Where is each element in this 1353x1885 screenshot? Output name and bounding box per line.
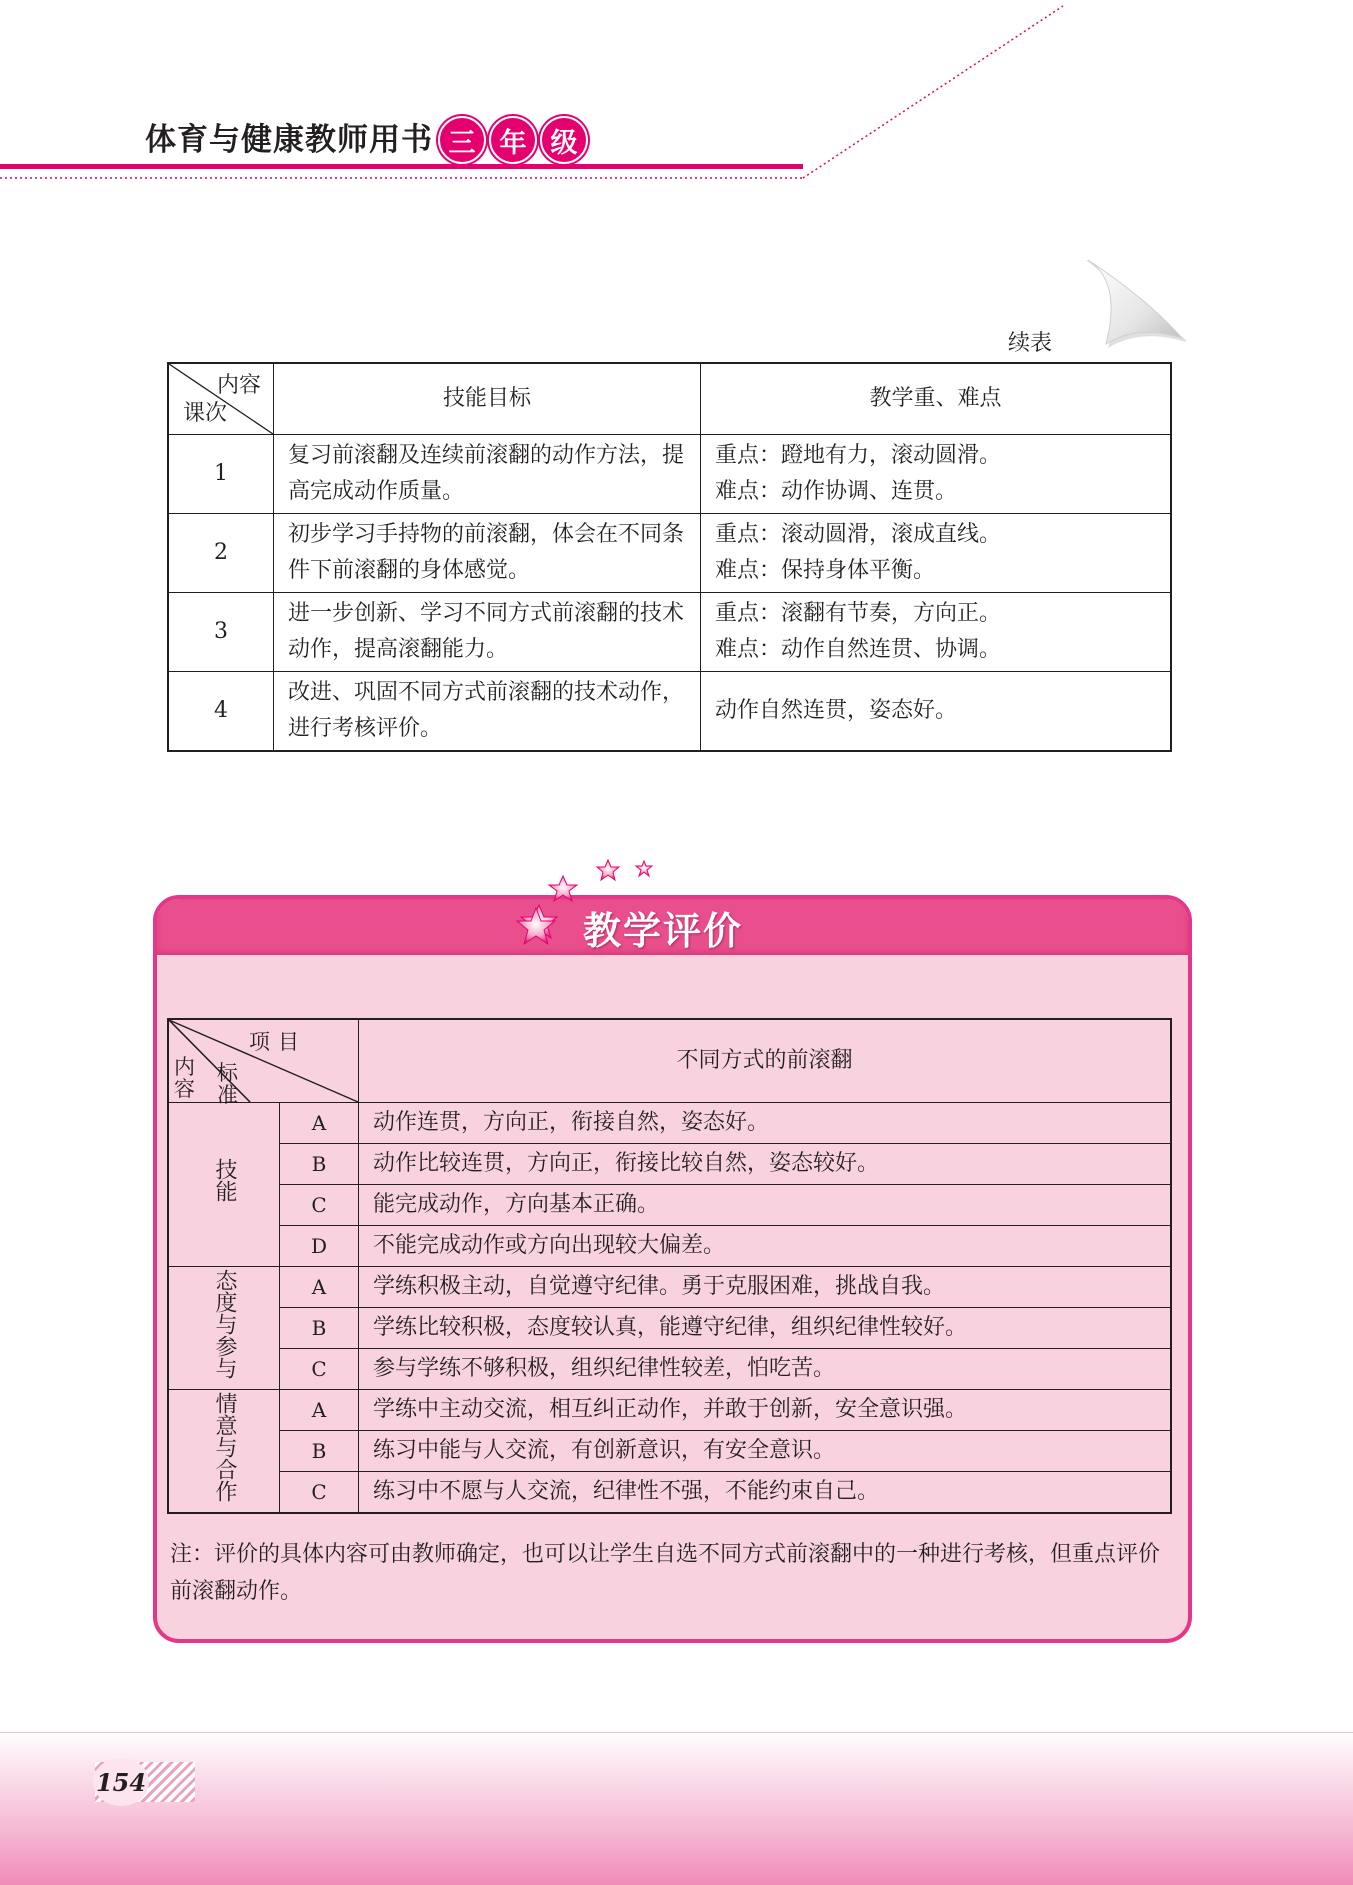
lesson-number: 3 bbox=[168, 593, 274, 672]
standard-text: 学练积极主动，自觉遵守纪律。勇于克服困难，挑战自我。 bbox=[359, 1267, 1172, 1308]
grade-cell: B bbox=[280, 1144, 359, 1185]
group-label: 态度与参与 bbox=[212, 1268, 237, 1379]
grade-cell: D bbox=[280, 1226, 359, 1267]
page-curl-icon bbox=[1086, 258, 1186, 358]
evaluation-column-title: 不同方式的前滚翻 bbox=[359, 1019, 1172, 1103]
table-row bbox=[168, 435, 1171, 514]
grade-cell: A bbox=[280, 1390, 359, 1431]
table-row bbox=[168, 1349, 1171, 1390]
focus-cell bbox=[701, 435, 1172, 514]
table-row bbox=[168, 672, 1171, 752]
page-number: 154 bbox=[93, 1758, 149, 1806]
focus-cell bbox=[701, 672, 1172, 752]
skill-goal: 初步学习手持物的前滚翻，体会在不同条件下前滚翻的身体感觉。 bbox=[274, 514, 701, 593]
table-row bbox=[168, 1267, 1171, 1308]
evaluation-table bbox=[167, 1018, 1172, 1514]
focus-line: 难点：动作自然连贯、协调。 bbox=[715, 637, 1002, 662]
grade-badge: 年 bbox=[489, 116, 537, 164]
standard-text: 动作比较连贯，方向正，衔接比较自然，姿态较好。 bbox=[359, 1144, 1172, 1185]
evaluation-title: 教学评价 bbox=[583, 909, 744, 953]
standard-text: 不能完成动作或方向出现较大偏差。 bbox=[359, 1226, 1172, 1267]
column-header-skill: 技能目标 bbox=[274, 363, 701, 435]
table-row bbox=[168, 1431, 1171, 1472]
table-row bbox=[168, 1185, 1171, 1226]
focus-line: 重点：滚翻有节奏，方向正。 bbox=[715, 600, 1002, 626]
standard-text: 参与学练不够积极，组织纪律性较差，怕吃苦。 bbox=[359, 1349, 1172, 1390]
table-row bbox=[168, 1226, 1171, 1267]
table-row bbox=[168, 1472, 1171, 1514]
standard-text: 能完成动作，方向基本正确。 bbox=[359, 1185, 1172, 1226]
grade-cell: B bbox=[280, 1431, 359, 1472]
evaluation-note: 注：评价的具体内容可由教师确定，也可以让学生自选不同方式前滚翻中的一种进行考核，但重点评价前滚翻动作。 bbox=[170, 1542, 1161, 1605]
table-header-row bbox=[168, 363, 1171, 435]
grade-cell: C bbox=[280, 1472, 359, 1514]
grade-cell: C bbox=[280, 1349, 359, 1390]
focus-cell bbox=[701, 514, 1172, 593]
focus-line: 难点：保持身体平衡。 bbox=[715, 558, 936, 583]
column-header-focus: 教学重、难点 bbox=[701, 363, 1172, 435]
continued-label: 续表 bbox=[1008, 331, 1053, 356]
corner-bottom-label: 课次 bbox=[183, 400, 228, 426]
standard-text: 练习中不愿与人交流，纪律性不强，不能约束自己。 bbox=[359, 1472, 1172, 1514]
table-row bbox=[168, 1144, 1171, 1185]
corner-top-label: 内容 bbox=[216, 373, 261, 398]
footer-band bbox=[0, 1730, 1353, 1885]
footer-divider bbox=[0, 1732, 1353, 1733]
table-row bbox=[168, 1390, 1171, 1431]
grade-cell: C bbox=[280, 1185, 359, 1226]
table-row bbox=[168, 1103, 1171, 1144]
skill-goal: 进一步创新、学习不同方式前滚翻的技术动作，提高滚翻能力。 bbox=[274, 593, 701, 672]
grade-badge: 级 bbox=[540, 116, 588, 164]
header-decoration bbox=[0, 0, 1353, 190]
standard-text: 练习中能与人交流，有创新意识，有安全意识。 bbox=[359, 1431, 1172, 1472]
lesson-number: 2 bbox=[168, 514, 274, 593]
skill-goal: 复习前滚翻及连续前滚翻的动作方法，提高完成动作质量。 bbox=[274, 435, 701, 514]
grade-cell: B bbox=[280, 1308, 359, 1349]
evaluation-header-row bbox=[168, 1019, 1171, 1103]
corner-content-label: 内容 bbox=[174, 1055, 195, 1102]
group-label-cell bbox=[168, 1103, 280, 1267]
group-label: 技能 bbox=[212, 1158, 237, 1203]
group-label-cell bbox=[168, 1390, 280, 1514]
star-icon bbox=[515, 906, 557, 948]
standard-text: 动作连贯，方向正，衔接自然，姿态好。 bbox=[359, 1103, 1172, 1144]
corner-standard-label: 标准 bbox=[217, 1061, 238, 1108]
focus-line: 重点：蹬地有力，滚动圆滑。 bbox=[715, 442, 1002, 468]
grade-cell: A bbox=[280, 1103, 359, 1144]
group-label-cell bbox=[168, 1267, 280, 1390]
skill-goal: 改进、巩固不同方式前滚翻的技术动作，进行考核评价。 bbox=[274, 672, 701, 752]
lesson-number: 1 bbox=[168, 435, 274, 514]
corner-item-label: 项目 bbox=[249, 1030, 307, 1054]
standard-text: 学练中主动交流，相互纠正动作，并敢于创新，安全意识强。 bbox=[359, 1390, 1172, 1431]
grade-badge: 三 bbox=[438, 116, 486, 164]
corner-header-cell bbox=[168, 363, 274, 435]
standard-text: 学练比较积极，态度较认真，能遵守纪律，组织纪律性较好。 bbox=[359, 1308, 1172, 1349]
focus-cell bbox=[701, 593, 1172, 672]
table-row bbox=[168, 514, 1171, 593]
lesson-number: 4 bbox=[168, 672, 274, 752]
focus-line: 难点：动作协调、连贯。 bbox=[715, 479, 958, 504]
focus-line: 重点：滚动圆滑，滚成直线。 bbox=[715, 521, 1002, 547]
grade-cell: A bbox=[280, 1267, 359, 1308]
lesson-table bbox=[167, 362, 1172, 752]
table-row bbox=[168, 593, 1171, 672]
grade-badges bbox=[438, 116, 588, 164]
group-label: 情意与合作 bbox=[212, 1391, 237, 1502]
evaluation-corner-cell bbox=[168, 1019, 359, 1108]
focus-line: 动作自然连贯，姿态好。 bbox=[715, 697, 958, 723]
book-title: 体育与健康教师用书 bbox=[145, 122, 433, 158]
table-row bbox=[168, 1308, 1171, 1349]
